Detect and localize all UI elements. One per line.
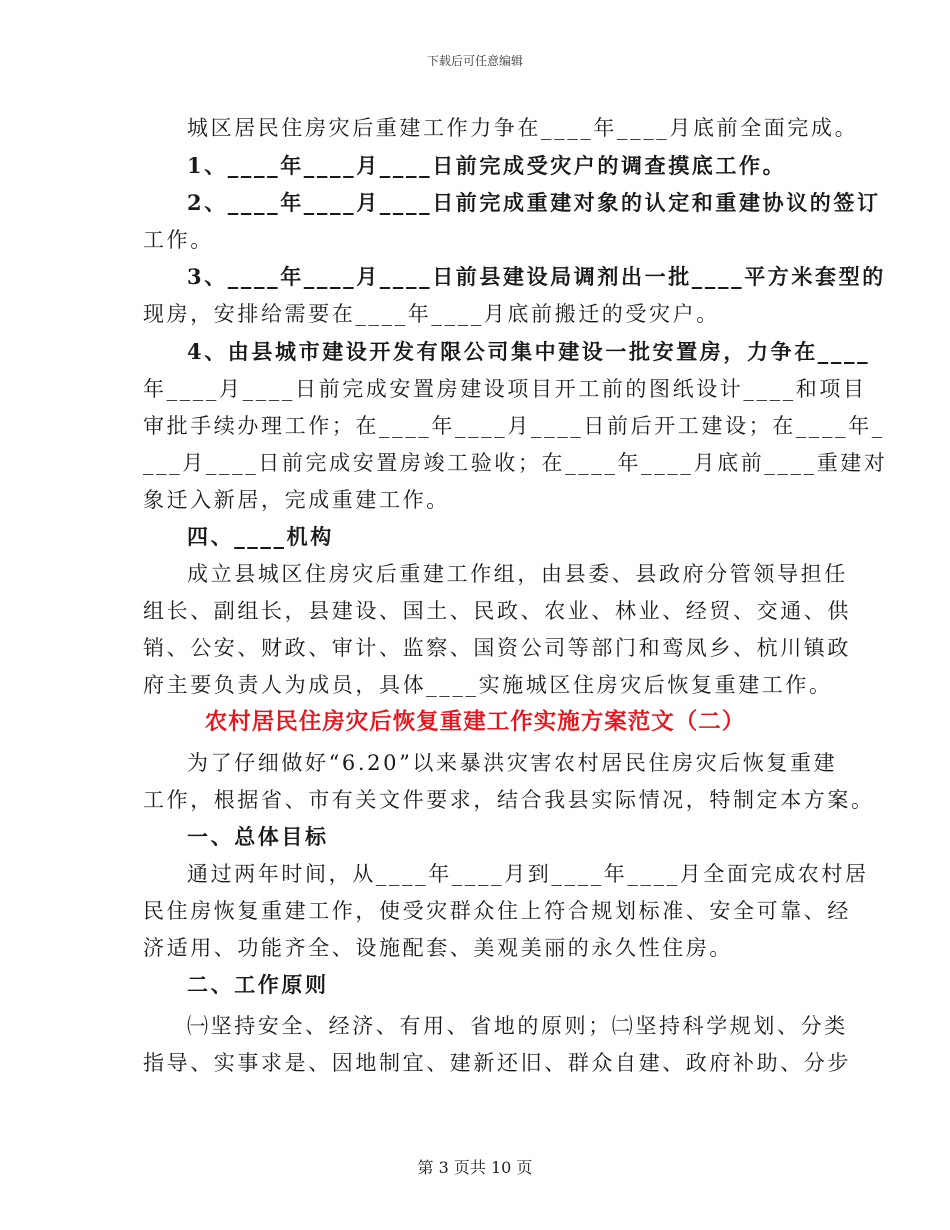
section-heading: 一、总体目标 <box>187 824 329 849</box>
page-header: 下载后可任意编辑 <box>426 54 523 68</box>
paragraph-line: 为了仔细做好“6.20”以来暴洪灾害农村居民住房灾后恢复重建 <box>187 751 838 775</box>
list-item-2: 2、____年____月____日前完成重建对象的认定和重建协议的签订 <box>187 190 881 215</box>
paragraph-line: 指导、实事求是、因地制宜、建新还旧、群众自建、政府补助、分步 <box>143 1051 851 1075</box>
paragraph-line: 成立县城区住房灾后重建工作组，由县委、县政府分管领导担任 <box>187 562 848 586</box>
paragraph-line: 通过两年时间，从____年____月到____年____月全面完成农村居 <box>187 862 869 886</box>
document-title: 农村居民住房灾后恢复重建工作实施方案范文（二） <box>204 709 746 735</box>
paragraph-line: 销、公安、财政、审计、监察、国资公司等部门和鸾凤乡、杭川镇政 <box>143 636 851 660</box>
section-heading: 四、____机构 <box>187 524 334 549</box>
paragraph-line: ㈠坚持安全、经济、有用、省地的原则；㈡坚持科学规划、分类 <box>187 1014 848 1038</box>
list-item-3: 3、____年____月____日前县建设局调剂出一批____平方米套型的 <box>187 264 886 289</box>
paragraph-line: 济适用、功能齐全、设施配套、美观美丽的永久性住房。 <box>143 936 733 960</box>
paragraph-line: 府主要负责人为成员，具体____实施城区住房灾后恢复重建工作。 <box>143 673 833 697</box>
paragraph-line: ___月____日前完成安置房竣工验收；在____年____月底前____重建对 <box>143 451 888 475</box>
paragraph-line: 民住房恢复重建工作，使受灾群众住上符合规划标准、安全可靠、经 <box>143 899 851 923</box>
paragraph-line: 年____月____日前完成安置房建设项目开工前的图纸设计____和项目 <box>143 377 867 401</box>
paragraph-line: 组长、副组长，县建设、国土、民政、农业、林业、经贸、交通、供 <box>143 599 851 623</box>
paragraph-line: 城区居民住房灾后重建工作力争在____年____月底前全面完成。 <box>187 116 859 140</box>
list-item-4: 4、由县城市建设开发有限公司集中建设一批安置房，力争在____ <box>187 339 871 364</box>
list-item-1: 1、____年____月____日前完成受灾户的调查摸底工作。 <box>187 153 787 178</box>
section-heading: 二、工作原则 <box>187 972 329 997</box>
paragraph-line: 象迁入新居，完成重建工作。 <box>143 488 450 512</box>
paragraph-line: 审批手续办理工作；在____年____月____日前后开工建设；在____年_ <box>143 414 885 438</box>
page-footer: 第 3 页共 10 页 <box>417 1158 533 1177</box>
paragraph-line: 工作。 <box>143 228 214 252</box>
paragraph-line: 现房，安排给需要在____年____月底前搬迁的受灾户。 <box>143 302 720 326</box>
paragraph-line: 工作，根据省、市有关文件要求，结合我县实际情况，特制定本方案。 <box>143 788 875 812</box>
